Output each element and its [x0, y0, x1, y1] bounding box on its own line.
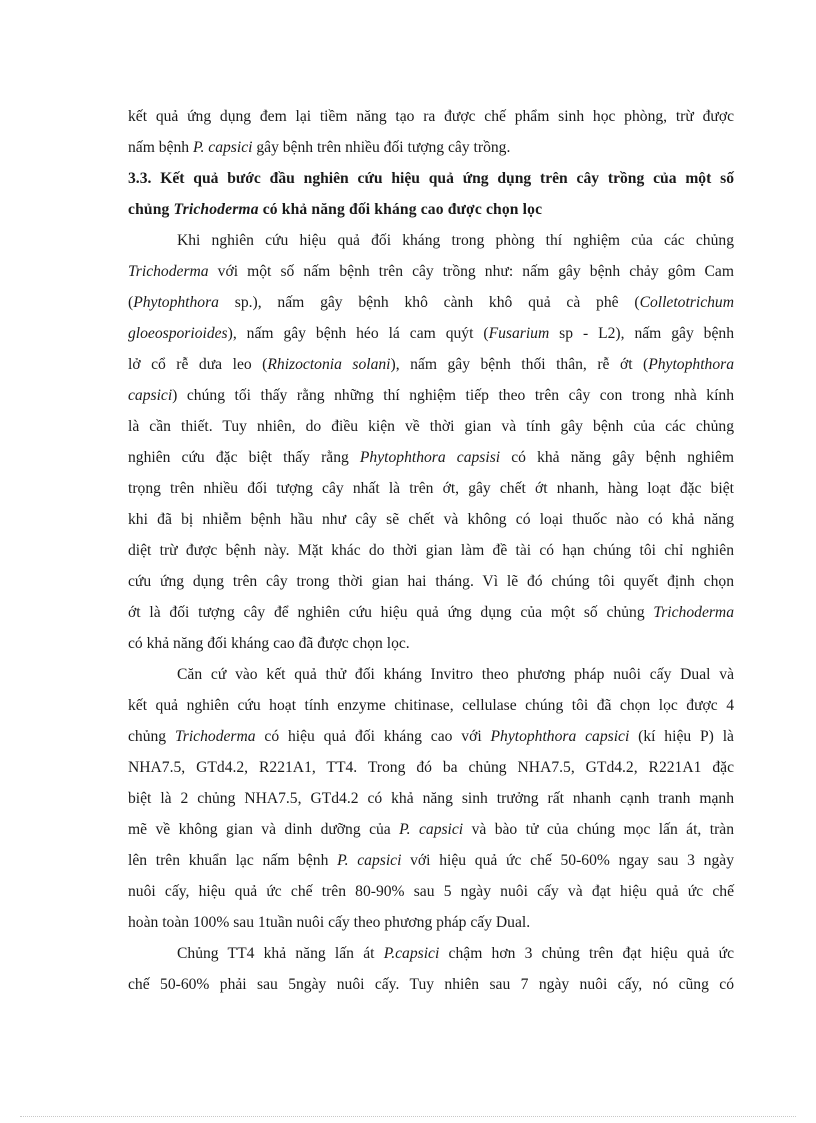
text-line: lên trên khuẩn lạc nấm bệnh P. capsici với hiệu quả ức chế 50-60% ngay sau 3 ngày: [128, 852, 734, 869]
page-bottom-divider: [20, 1116, 796, 1117]
paragraph-first-line: Khi nghiên cứu hiệu quả đối kháng trong phòng thí nghiệm của các chủng: [177, 232, 734, 249]
text-line: chủng Trichoderma có hiệu quả đối kháng cao với Phytophthora capsici (kí hiệu P) là: [128, 728, 734, 745]
text-line: kết quả ứng dụng đem lại tiềm năng tạo ra được chế phẩm sinh học phòng, trừ được: [128, 108, 734, 125]
paragraph-first-line: Căn cứ vào kết quả thử đối kháng Invitro theo phương pháp nuôi cấy Dual và: [177, 666, 734, 683]
paragraph-first-line: Chủng TT4 khả năng lấn át P.capsici chậm hơn 3 chủng trên đạt hiệu quả ức: [177, 945, 734, 962]
text-line: nghiên cứu đặc biệt thấy rằng Phytophthora capsisi có khả năng gây bệnh nghiêm: [128, 449, 734, 466]
text-line: nuôi cấy, hiệu quả ức chế trên 80-90% sau 5 ngày nuôi cấy và đạt hiệu quả ức chế: [128, 883, 734, 900]
text-line: kết quả nghiên cứu hoạt tính enzyme chitinase, cellulase chúng tôi đã chọn lọc được 4: [128, 697, 734, 714]
text-line: nấm bệnh P. capsici gây bệnh trên nhiều đối tượng cây trồng.: [128, 139, 511, 156]
text-line: gloeosporioides), nấm gây bệnh héo lá cam quýt (Fusarium sp - L2), nấm gây bệnh: [128, 325, 734, 342]
text-line: (Phytophthora sp.), nấm gây bệnh khô cành khô quả cà phê (Colletotrichum: [128, 294, 734, 311]
text-line: diệt trừ được bệnh này. Mặt khác do thời gian làm đề tài có hạn chúng tôi chỉ nghiên: [128, 542, 734, 559]
text-line: chế 50-60% phải sau 5ngày nuôi cấy. Tuy nhiên sau 7 ngày nuôi cấy, nó cũng có: [128, 976, 734, 993]
text-line: Trichoderma với một số nấm bệnh trên cây trồng như: nấm gây bệnh chảy gôm Cam: [128, 263, 734, 280]
text-line: lở cổ rễ dưa leo (Rhizoctonia solani), nấm gây bệnh thối thân, rễ ớt (Phytophthora: [128, 356, 734, 373]
text-line: NHA7.5, GTd4.2, R221A1, TT4. Trong đó ba chủng NHA7.5, GTd4.2, R221A1 đặc: [128, 759, 734, 776]
text-line: cứu ứng dụng trên cây trong thời gian hai tháng. Vì lẽ đó chúng tôi quyết định chọn: [128, 573, 734, 590]
text-line: trọng trên nhiều đối tượng cây nhất là trên ớt, gây chết ớt nhanh, hàng loạt đặc biệt: [128, 480, 734, 497]
text-line: khi đã bị nhiễm bệnh hầu như cây sẽ chết và không có loại thuốc nào có khả năng: [128, 511, 734, 528]
text-line: mẽ về không gian và dinh dưỡng của P. capsici và bào tử của chúng mọc lấn át, tràn: [128, 821, 734, 838]
text-line: là cần thiết. Tuy nhiên, do điều kiện về thời gian và tính gây bệnh của các chủng: [128, 418, 734, 435]
text-line: ớt là đối tượng cây để nghiên cứu hiệu quả ứng dụng của một số chủng Trichoderma: [128, 604, 734, 621]
text-line: có khả năng đối kháng cao đã được chọn lọc.: [128, 635, 410, 652]
section-heading: chủng Trichoderma có khả năng đối kháng cao được chọn lọc: [128, 201, 543, 218]
section-heading: 3.3. Kết quả bước đầu nghiên cứu hiệu quả ứng dụng trên cây trồng của một số: [128, 170, 734, 187]
text-line: biệt là 2 chủng NHA7.5, GTd4.2 có khả năng sinh trưởng rất nhanh cạnh tranh mạnh: [128, 790, 734, 807]
text-line: capsici) chúng tối thấy rằng những thí nghiệm tiếp theo trên cây con trong nhà kính: [128, 387, 734, 404]
text-line: hoàn toàn 100% sau 1tuần nuôi cấy theo phương pháp cấy Dual.: [128, 914, 531, 931]
